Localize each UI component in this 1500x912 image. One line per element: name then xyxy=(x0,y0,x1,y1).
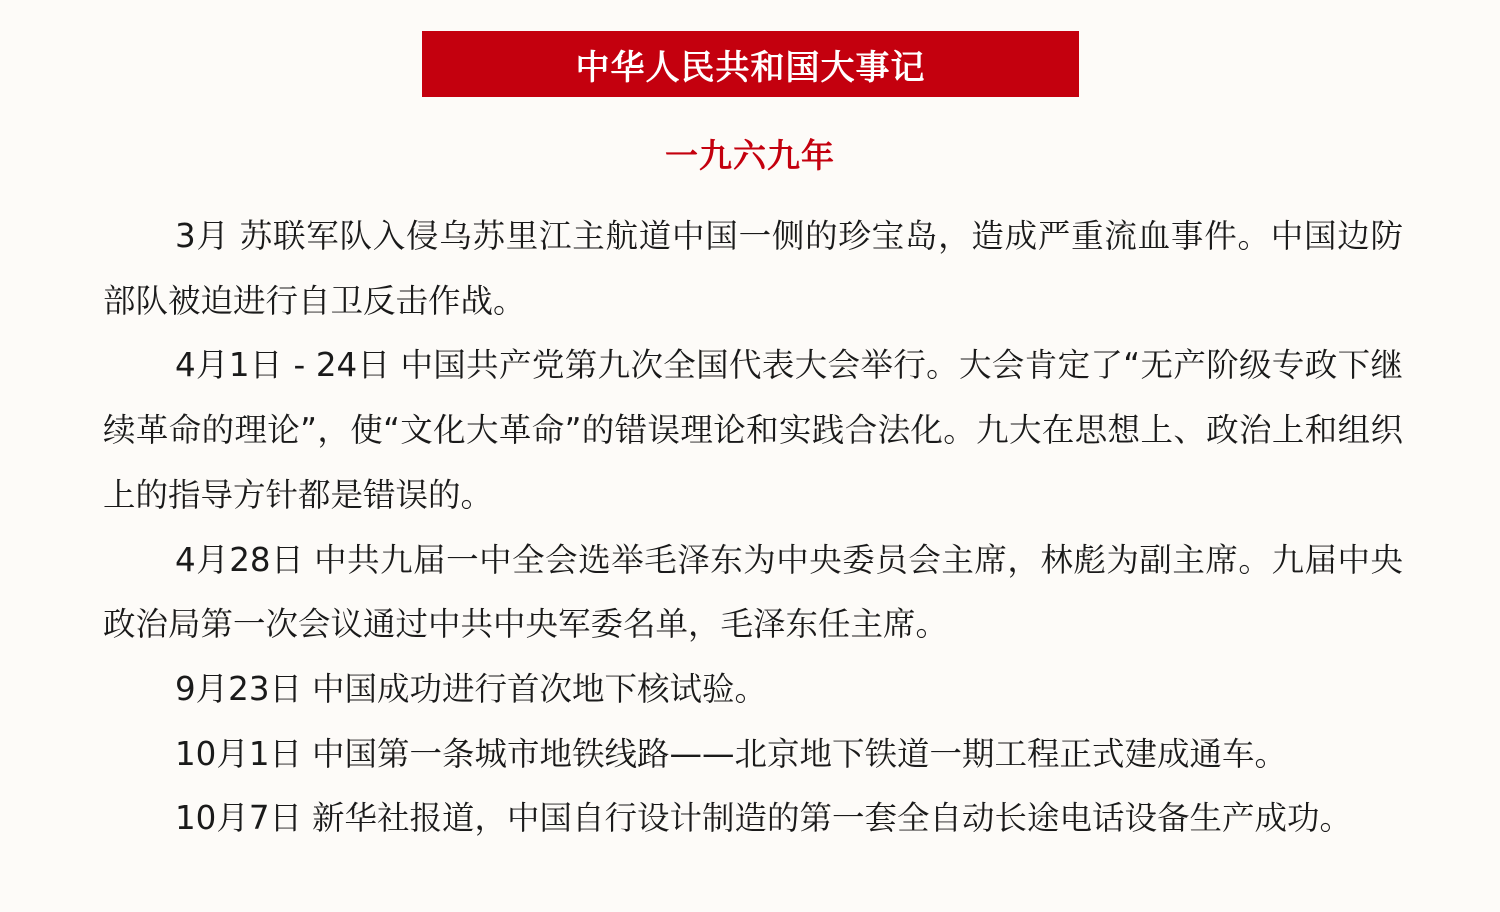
event-entry xyxy=(103,528,1403,657)
event-date: 10月7日 xyxy=(175,799,303,838)
title-banner xyxy=(422,31,1079,97)
event-text: 中国第一条城市地铁线路——北京地下铁道一期工程正式建成通车。 xyxy=(312,734,1288,773)
event-date: 10月1日 xyxy=(175,734,303,773)
event-text: 中共九届一中全会选举毛泽东为中央委员会主席，林彪为副主席。九届中央政治局第一次会议通过中共中央军委名单，毛泽东任主席。 xyxy=(103,540,1403,644)
page-title: 中华人民共和国大事记 xyxy=(575,47,926,88)
year-heading: 一九六九年 xyxy=(665,136,835,175)
event-date: 4月28日 xyxy=(175,540,305,579)
event-list xyxy=(103,204,1403,851)
event-text: 中国成功进行首次地下核试验。 xyxy=(312,669,768,708)
event-date: 9月23日 xyxy=(175,669,303,708)
event-date: 3月 xyxy=(175,217,230,255)
event-text: 苏联军队入侵乌苏里江主航道中国一侧的珍宝岛，造成严重流血事件。中国边防部队被迫进行自卫反击作战。 xyxy=(103,217,1403,320)
event-text: 新华社报道，中国自行设计制造的第一套全自动长途电话设备生产成功。 xyxy=(312,799,1353,838)
event-entry xyxy=(103,657,1403,722)
event-date: 4月1日 - 24日 xyxy=(175,346,391,385)
event-entry xyxy=(103,204,1403,333)
event-entry xyxy=(103,722,1403,787)
event-entry xyxy=(103,333,1403,527)
event-entry xyxy=(103,786,1403,851)
event-text: 中国共产党第九次全国代表大会举行。大会肯定了“无产阶级专政下继续革命的理论”，使“文化大革命”的错误理论和实践合法化。九大在思想上、政治上和组织上的指导方针都是错误的。 xyxy=(103,346,1403,514)
